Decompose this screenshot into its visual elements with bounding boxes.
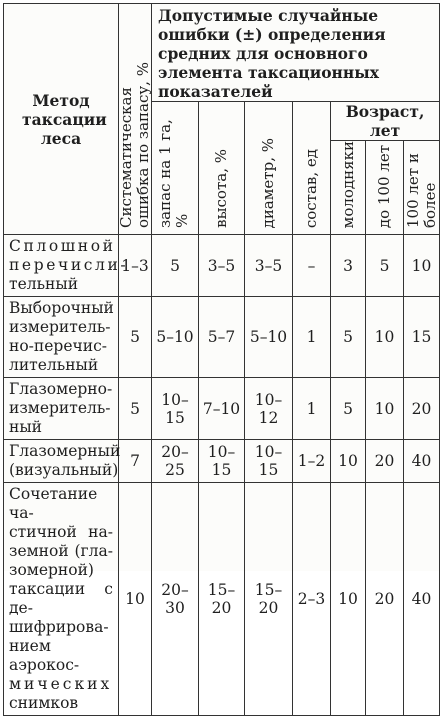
method-line: таксации с де- — [9, 580, 113, 618]
diameter-cell: 10–12 — [245, 378, 293, 440]
age-young-cell: 3 — [331, 235, 366, 297]
diameter-cell: 10–15 — [245, 440, 293, 483]
table-row — [4, 235, 440, 297]
height-cell: 5–7 — [199, 297, 245, 378]
method-line: снимков — [9, 694, 79, 713]
age-to100-cell: 5 — [366, 235, 404, 297]
age-to100-cell: 10 — [366, 378, 404, 440]
method-line: Глазомерный — [9, 442, 121, 461]
random-errors-label: Допустимые случайные ошибки (±) определения средних для основного элемента таксационных показателей — [158, 6, 386, 101]
method-line: измеритель- — [9, 318, 111, 337]
stock-cell: 5 — [152, 235, 199, 297]
height-label: высота, % — [212, 149, 230, 229]
systematic-cell: 10 — [119, 483, 152, 716]
systematic-cell: 5 — [119, 297, 152, 378]
method-line: шифрирова- — [9, 618, 109, 637]
method-line: (визуальный) — [9, 461, 119, 480]
method-line: перечисли- — [9, 256, 129, 275]
method-line: Сочетание ча- — [9, 485, 98, 523]
age-young-cell: 10 — [331, 440, 366, 483]
random-errors-header — [152, 4, 440, 102]
height-cell: 7–10 — [199, 378, 245, 440]
age-over100-cell: 15 — [404, 297, 440, 378]
age-young-cell: 5 — [331, 378, 366, 440]
method-header — [4, 4, 119, 235]
method-line: лительный — [9, 356, 99, 375]
age-young-label: молодняки — [338, 141, 357, 229]
age-over100-cell: 40 — [404, 483, 440, 716]
method-line: стичной на- — [9, 523, 113, 542]
age-header — [331, 102, 440, 141]
table-row — [4, 483, 440, 716]
height-cell: 15–20 — [199, 483, 245, 716]
method-cell — [4, 483, 119, 716]
table-row — [4, 297, 440, 378]
stock-cell: 20–30 — [152, 483, 199, 716]
systematic-error-header — [119, 4, 152, 235]
age-young-header — [331, 141, 366, 235]
stock-header — [152, 102, 199, 235]
diameter-cell: 15–20 — [245, 483, 293, 716]
age-to100-cell: 10 — [366, 297, 404, 378]
table-row — [4, 440, 440, 483]
composition-header — [293, 102, 331, 235]
age-to100-cell: 20 — [366, 483, 404, 716]
composition-label: состав, ед — [302, 149, 320, 229]
systematic-cell: 7 — [119, 440, 152, 483]
method-line: мических — [9, 675, 113, 694]
age-over100-cell: 40 — [404, 440, 440, 483]
age-to100-label: до 100 лет — [375, 145, 393, 229]
method-cell — [4, 440, 119, 483]
composition-cell: 2–3 — [293, 483, 331, 716]
error-standards-table-sheet — [3, 3, 439, 713]
stock-cell: 10–15 — [152, 378, 199, 440]
diameter-cell: 3–5 — [245, 235, 293, 297]
method-header-label: Метод таксации леса — [22, 90, 107, 148]
method-line: земной (гла- — [9, 542, 113, 561]
age-over100-header — [404, 141, 440, 235]
method-cell — [4, 235, 129, 297]
diameter-header — [245, 102, 293, 235]
forest-taxation-errors-table — [3, 3, 440, 716]
height-cell: 10–15 — [199, 440, 245, 483]
method-cell — [4, 378, 119, 440]
stock-label: запас на 1 га, % — [156, 119, 191, 229]
method-line: Глазомерно- — [9, 380, 113, 399]
composition-cell: 1–2 — [293, 440, 331, 483]
method-line: зомерной) — [9, 561, 94, 580]
method-line: измеритель- — [9, 399, 111, 418]
age-over100-label: 100 лет и более — [403, 153, 439, 229]
age-over100-cell: 10 — [404, 235, 440, 297]
height-cell: 3–5 — [199, 235, 245, 297]
method-line: но-перечис- — [9, 337, 107, 356]
method-line: тельный — [9, 275, 79, 294]
method-line: Выборочный — [9, 299, 114, 318]
age-young-cell: 5 — [331, 297, 366, 378]
diameter-cell: 5–10 — [245, 297, 293, 378]
method-line: нием аэрокос- — [9, 637, 80, 675]
composition-cell: 1 — [293, 297, 331, 378]
composition-cell: – — [293, 235, 331, 297]
age-young-cell: 10 — [331, 483, 366, 716]
age-over100-cell: 20 — [404, 378, 440, 440]
height-header — [199, 102, 245, 235]
systematic-cell: 1–3 — [119, 235, 152, 297]
table-row — [4, 378, 440, 440]
systematic-cell: 5 — [119, 378, 152, 440]
age-to100-cell: 20 — [366, 440, 404, 483]
composition-cell: 1 — [293, 378, 331, 440]
stock-cell: 20–25 — [152, 440, 199, 483]
stock-cell: 5–10 — [152, 297, 199, 378]
age-label: Возраст, лет — [345, 102, 425, 140]
diameter-label: диаметр, % — [259, 137, 277, 229]
method-line: ный — [9, 418, 42, 437]
method-line: Сплошной — [9, 237, 116, 256]
method-cell — [4, 297, 119, 378]
systematic-error-label: Систематическая ошибка по запасу, % — [117, 62, 152, 229]
age-to100-header — [366, 141, 404, 235]
